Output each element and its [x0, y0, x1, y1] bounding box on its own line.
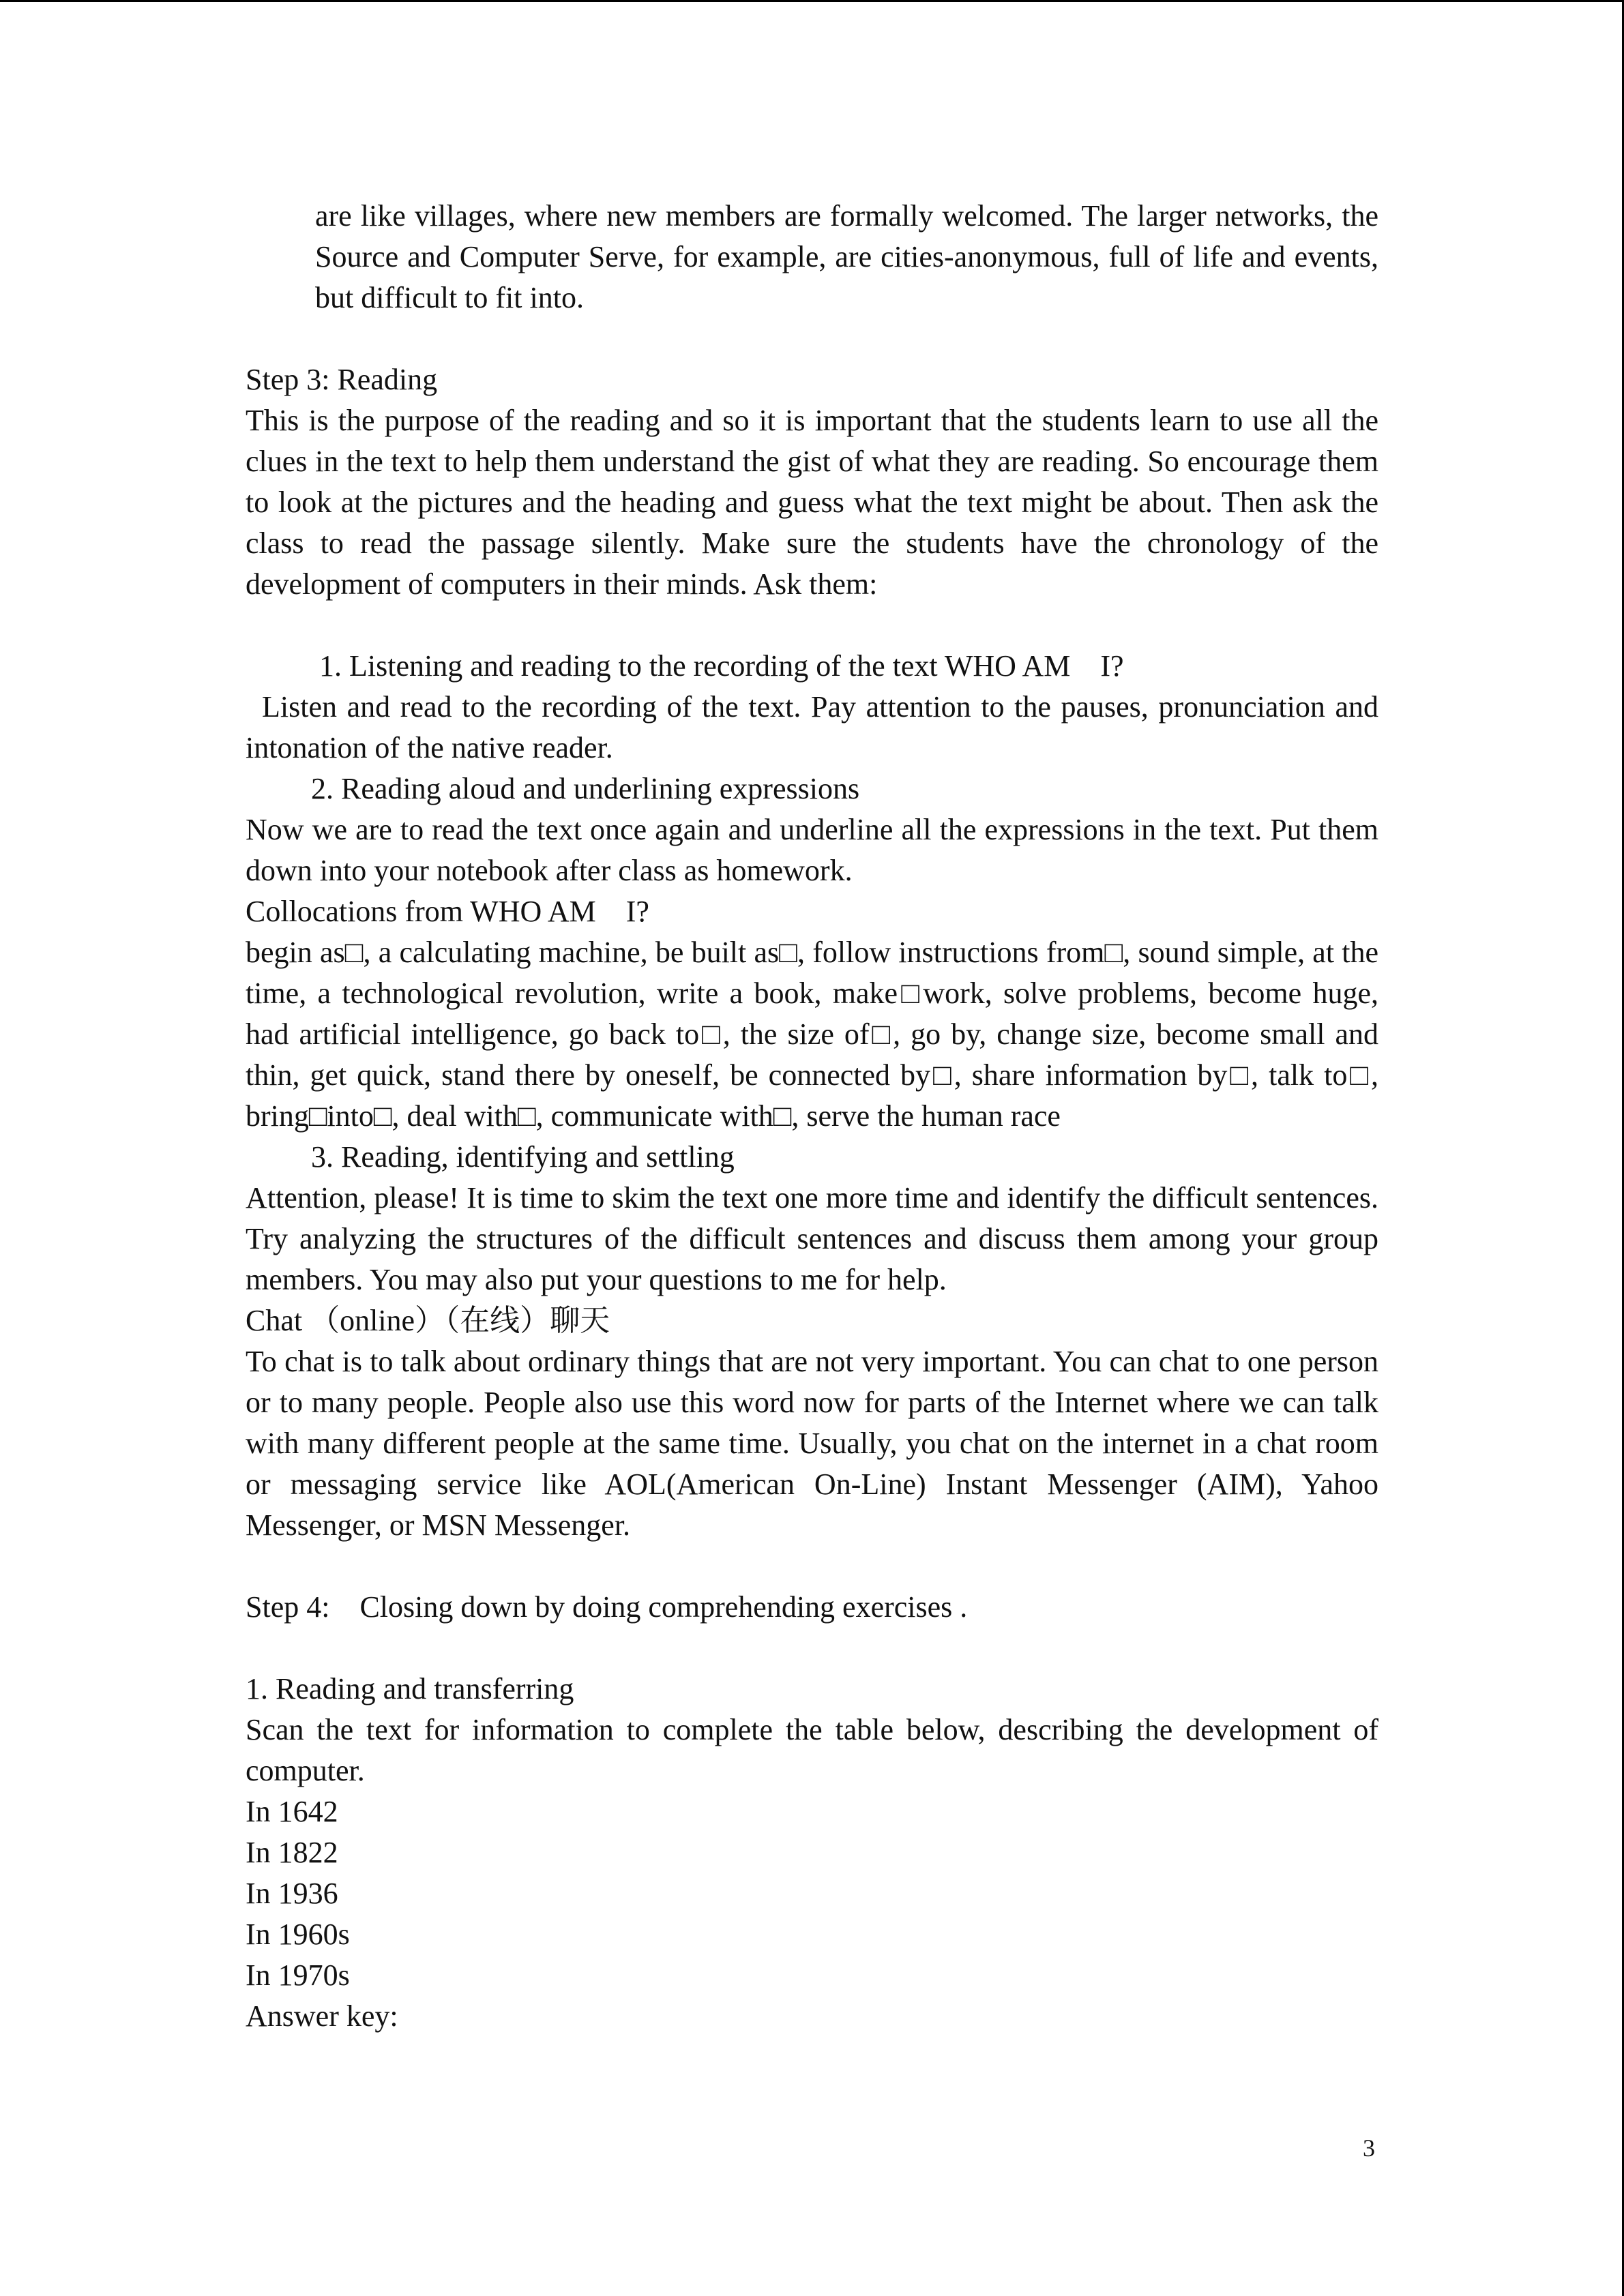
item1-text: Listen and read to the recording of the text. Pay attention to the pauses, pronunciation and intonation of the native reader.	[246, 690, 1378, 764]
spacer	[246, 318, 1378, 359]
chat-text: To chat is to talk about ordinary things that are not very important. You can chat to one person or to many people. People also use this word now for parts of the Internet where we can talk with many different people at the same time. Usually, you chat on the internet in a chat room or messaging service like AOL(American On-Line) Instant Messenger (AIM), Yahoo Messenger, or MSN Messenger.	[246, 1345, 1378, 1542]
step4-item1-heading: 1. Reading and transferring	[246, 1672, 574, 1705]
answer-key-label: Answer key:	[246, 1999, 398, 2033]
item2-heading: 2. Reading aloud and underlining expressions	[311, 772, 860, 805]
step3-heading: Step 3: Reading	[246, 363, 438, 396]
intro-paragraph: are like villages, where new members are formally welcomed. The larger networks, the Source and Computer Serve, for example, are cities-anonymous, full of life and events, but difficult to fit into.	[315, 199, 1378, 314]
spacer	[246, 605, 1378, 646]
step3-paragraph: This is the purpose of the reading and so it is important that the students learn to use all the clues in the text to help them understand the gist of what they are reading. So encourage them to look at the pictures and the heading and guess what the text might be about. Then ask the class to read the passage silently. Make sure the students have the chronology of the development of computers in their minds. Ask them:	[246, 404, 1378, 601]
item3-text: Attention, please! It is time to skim the text one more time and identify the difficult sentences. Try analyzing the structures of the difficult sentences and discuss them among your group members. You may also put your questions to me for help.	[246, 1181, 1378, 1296]
year-item: In 1960s	[246, 1918, 350, 1951]
year-item: In 1822	[246, 1836, 338, 1869]
year-item: In 1642	[246, 1795, 338, 1828]
step4-item1-text: Scan the text for information to complete the table below, describing the development of computer.	[246, 1713, 1378, 1787]
collocations-heading: Collocations from WHO AM I?	[246, 895, 649, 928]
spacer	[246, 1546, 1378, 1587]
chat-heading: Chat （online）（在线）聊天	[246, 1304, 610, 1337]
document-body	[246, 196, 1378, 2037]
page-border-top	[0, 0, 1624, 2]
year-item: In 1970s	[246, 1958, 350, 1992]
item1-heading: 1. Listening and reading to the recording of the text WHO AM I?	[319, 649, 1124, 683]
item2-text: Now we are to read the text once again and underline all the expressions in the text. Put them down into your notebook after class as homework.	[246, 813, 1378, 887]
year-item: In 1936	[246, 1877, 338, 1910]
collocations-text: begin as□, a calculating machine, be built as□, follow instructions from□, sound simple, at the time, a technological revolution, write a book, make□work, solve problems, become huge, had artificial intelligence, go back to□, the size of□, go by, change size, become small and thin, get quick, stand there by oneself, be connected by□, share information by□, talk to□, bring□into□, deal with□, communicate with□, serve the human race	[246, 936, 1378, 1133]
step4-heading: Step 4: Closing down by doing comprehending exercises .	[246, 1590, 968, 1624]
page-number: 3	[1363, 2134, 1375, 2162]
spacer	[246, 1628, 1378, 1669]
item3-heading: 3. Reading, identifying and settling	[311, 1140, 735, 1174]
